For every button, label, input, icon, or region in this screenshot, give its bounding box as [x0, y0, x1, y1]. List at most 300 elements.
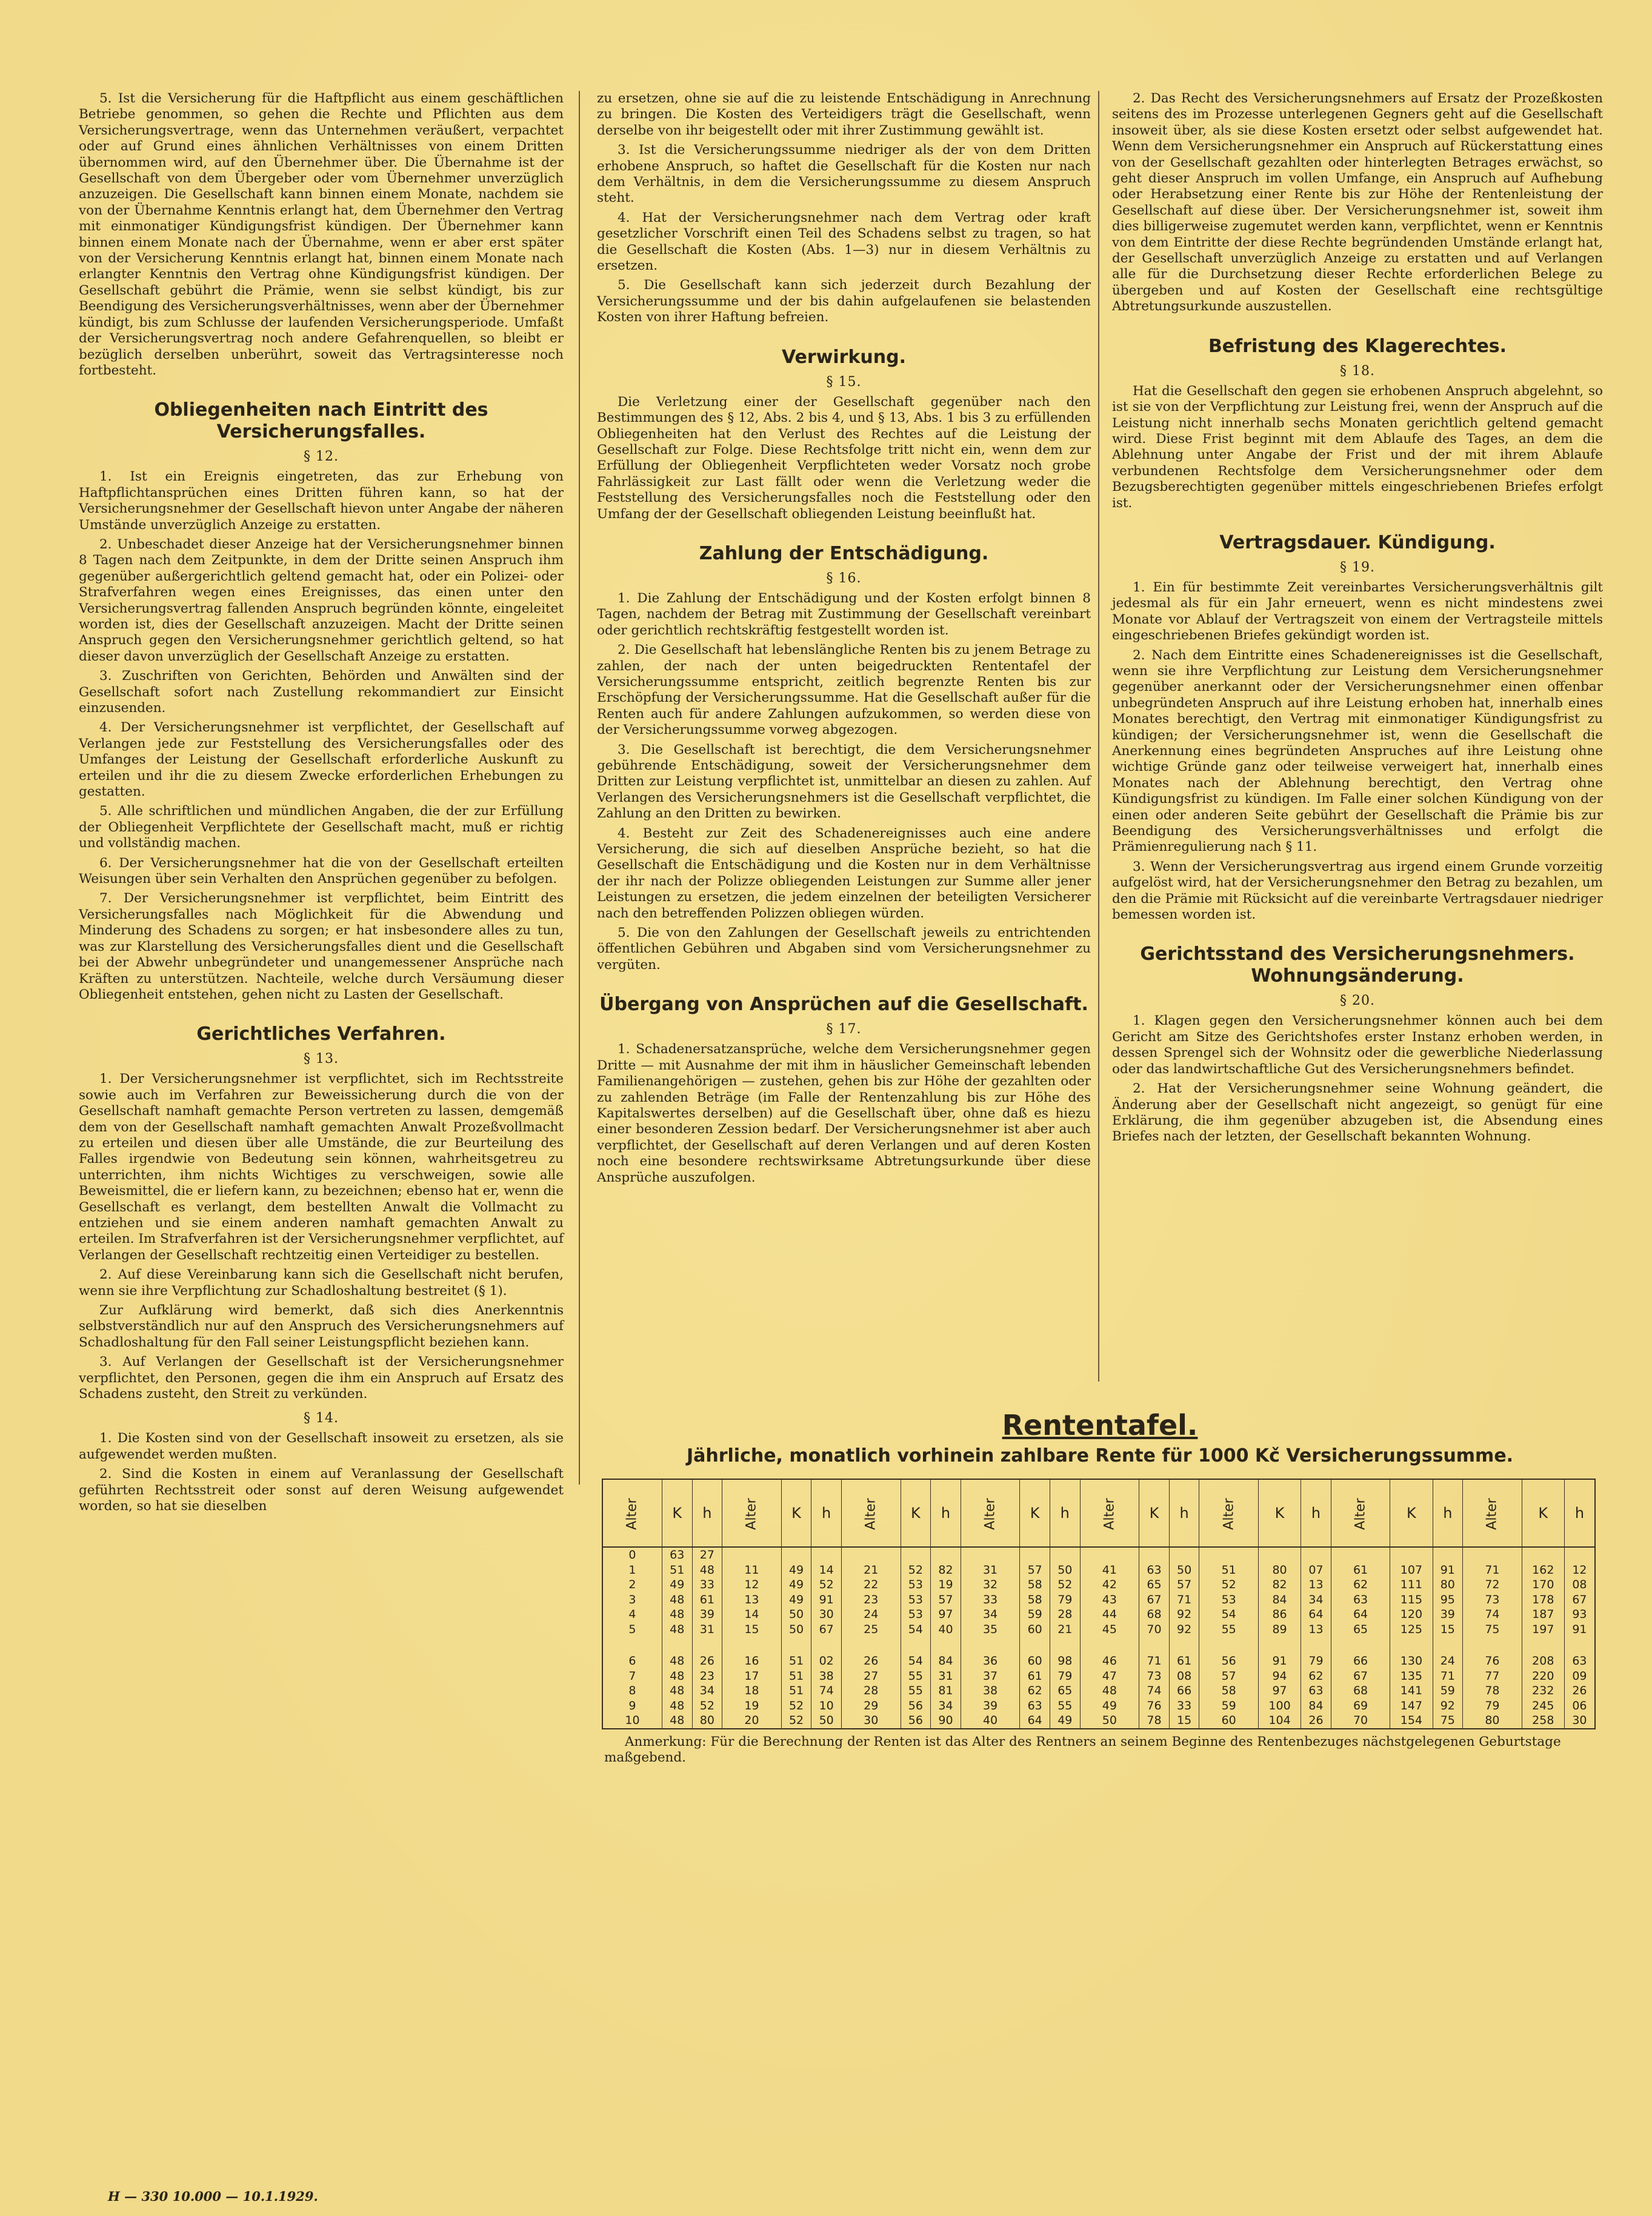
table-cell: 82	[1258, 1577, 1301, 1592]
table-cell: 3	[602, 1592, 662, 1608]
table-cell	[961, 1547, 1020, 1563]
table-cell: 65	[1139, 1577, 1170, 1592]
table-cell: 92	[1169, 1622, 1199, 1637]
header-alter	[722, 1479, 782, 1547]
table-cell: 65	[1331, 1622, 1390, 1637]
header-alter-label: Alter	[982, 1498, 998, 1530]
table-row	[602, 1683, 1595, 1699]
column-divider	[1098, 91, 1099, 1382]
table-cell: 52	[811, 1577, 842, 1592]
table-cell: 67	[1331, 1669, 1390, 1684]
paragraph: 4. Der Versicherungsnehmer ist verpflichtet, der Gesellschaft auf Verlangen jede zur Feststellung des Versicherungsfalles oder des Umfanges der Leistung der Gesellschaft erforderliche Auskunft zu erteilen und ihr die zu diesem Zwecke erforderlichen Erhebungen zu gestatten.	[79, 720, 564, 800]
table-cell	[1433, 1637, 1463, 1654]
table-cell: 51	[781, 1683, 811, 1699]
table-cell: 35	[961, 1622, 1020, 1637]
table-cell: 72	[1463, 1577, 1522, 1592]
table-cell: 49	[781, 1592, 811, 1608]
table-cell	[1020, 1547, 1050, 1563]
section-number: § 13.	[304, 1051, 339, 1067]
table-cell: 66	[1169, 1683, 1199, 1699]
table-cell: 90	[931, 1713, 961, 1729]
table-cell: 40	[961, 1713, 1020, 1729]
table-cell: 57	[1169, 1577, 1199, 1592]
table-cell: 26	[1301, 1713, 1331, 1729]
paragraph: 2. Das Recht des Versicherungsnehmers auf Ersatz der Prozeßkosten seitens des im Prozesse unterlegenen Gegners geht auf die Gesellschaft insoweit über, als sie diese Kosten ersetzt oder selbst aufgewendet hat. Wenn dem Versicherungsnehmer ein Anspruch auf Rückerstattung eines von der Gesellschaft gezahlten oder hinterlegten Betrages erwächst, so geht dieser Anspruch im vollen Umfange, ein Anspruch auf Aufhebung oder Herabsetzung einer Rente bis zur Höhe der Rentenleistung der Gesellschaft auf diese über. Der Versicherungsnehmer ist, soweit ihm dies billigerweise zugemutet werden kann, verpflichtet, wenn er Kenntnis von dem Eintritte der diese Rechte begründenden Umstände erlangt hat, der Gesellschaft unverzüglich Anzeige zu erstatten und auf Verlangen alle für die Durchsetzung dieser Rechte erforderlichen Belege zu übergeben und auf Kosten der Gesellschaft eine rechtsgültige Abtretungsurkunde auszustellen.	[1112, 91, 1603, 314]
table-cell: 51	[781, 1669, 811, 1684]
paragraph: 3. Auf Verlangen der Gesellschaft ist der Versicherungsnehmer verpflichtet, den Personen, gegen die ihm ein Anspruch auf Ersatz des Schadens zusteht, den Streit zu verkünden.	[79, 1354, 564, 1402]
table-cell	[1564, 1547, 1595, 1563]
table-cell	[1199, 1637, 1259, 1654]
table-cell	[1390, 1637, 1433, 1654]
table-cell	[931, 1547, 961, 1563]
table-cell: 27	[692, 1547, 722, 1563]
table-cell: 95	[1433, 1592, 1463, 1608]
table-cell: 39	[692, 1607, 722, 1622]
table-cell	[1050, 1547, 1080, 1563]
table-cell: 18	[722, 1683, 782, 1699]
table-cell	[901, 1547, 931, 1563]
table-cell: 25	[841, 1622, 901, 1637]
table-cell: 2	[602, 1577, 662, 1592]
table-cell: 58	[1199, 1683, 1259, 1699]
table-cell: 56	[901, 1699, 931, 1714]
table-cell: 97	[1258, 1683, 1301, 1699]
column-divider	[579, 91, 580, 1485]
table-cell: 51	[1199, 1563, 1259, 1578]
table-cell: 30	[841, 1713, 901, 1729]
table-cell	[722, 1637, 782, 1654]
header-alter	[1331, 1479, 1390, 1547]
table-cell: 38	[811, 1669, 842, 1684]
paragraph: 3. Wenn der Versicherungsvertrag aus irgend einem Grunde vorzeitig aufgelöst wird, hat der Versicherungsnehmer den Betrag zu bezahlen, um den die Prämie mit Rücksicht auf die vereinbarte Vertragsdauer niedriger bemessen worden ist.	[1112, 859, 1603, 923]
table-cell: 14	[722, 1607, 782, 1622]
table-cell: 34	[961, 1607, 1020, 1622]
table-cell: 52	[781, 1713, 811, 1729]
section-heading: Befristung des Klagerechtes.	[1208, 335, 1507, 357]
table-cell: 104	[1258, 1713, 1301, 1729]
paragraph: 1. Der Versicherungsnehmer ist verpflichtet, sich im Rechtsstreite sowie auch im Verfahren zur Beweissicherung durch die von der Gesellschaft namhaft gemachte Person vertreten zu lassen, demgemäß dem von der Gesellschaft namhaft gemachten Anwalt Prozeßvollmacht zu erteilen und diesen über alle Umstände, die zur Beurteilung des Falles irgendwie von Bedeutung sein können, wahrheitsgetreu zu unterrichten, ihm nichts Wichtiges zu verschweigen, sowie alle Beweismittel, die er liefern kann, zu bezeichnen; ebenso hat er, wenn die Gesellschaft es verlangt, dem bestellten Anwalt die Vollmacht zu entziehen und sie einem anderen namhaft gemachten Anwalt zu erteilen. Im Strafverfahren ist der Versicherungsnehmer verpflichtet, auf Verlangen der Gesellschaft rechtzeitig einen Verteidiger zu bestellen.	[79, 1071, 564, 1263]
table-cell: 135	[1390, 1669, 1433, 1684]
table-cell: 62	[1301, 1669, 1331, 1684]
table-cell: 67	[1139, 1592, 1170, 1608]
table-cell: 92	[1169, 1607, 1199, 1622]
table-cell	[1050, 1637, 1080, 1654]
table-cell: 50	[1169, 1563, 1199, 1578]
table-row	[602, 1669, 1595, 1684]
table-cell: 68	[1139, 1607, 1170, 1622]
table-cell: 51	[662, 1563, 692, 1578]
table-cell: 73	[1463, 1592, 1522, 1608]
table-cell: 31	[961, 1563, 1020, 1578]
table-cell	[1390, 1547, 1433, 1563]
section-number: § 14.	[304, 1411, 339, 1426]
column-middle	[597, 91, 1091, 1190]
table-cell: 50	[781, 1607, 811, 1622]
table-row	[602, 1654, 1595, 1669]
table-spacer-row	[602, 1637, 1595, 1654]
table-cell: 258	[1522, 1713, 1564, 1729]
section-heading: Vertragsdauer. Kündigung.	[1219, 531, 1496, 553]
table-cell: 232	[1522, 1683, 1564, 1699]
table-cell	[841, 1637, 901, 1654]
table-row	[602, 1563, 1595, 1578]
table-cell: 1	[602, 1563, 662, 1578]
table-cell: 63	[1301, 1683, 1331, 1699]
table-cell: 64	[1301, 1607, 1331, 1622]
table-cell: 67	[1564, 1592, 1595, 1608]
header-k: K	[1390, 1479, 1433, 1547]
table-cell: 197	[1522, 1622, 1564, 1637]
table-cell: 19	[931, 1577, 961, 1592]
print-imprint: H — 330 10.000 — 10.1.1929.	[108, 2189, 318, 2204]
table-cell	[692, 1637, 722, 1654]
table-cell: 48	[662, 1669, 692, 1684]
table-cell: 02	[811, 1654, 842, 1669]
table-cell: 53	[901, 1577, 931, 1592]
table-cell: 61	[692, 1592, 722, 1608]
table-cell: 63	[1331, 1592, 1390, 1608]
table-cell: 36	[961, 1654, 1020, 1669]
paragraph: 1. Die Zahlung der Entschädigung und der Kosten erfolgt binnen 8 Tagen, nachdem der Betrag mit Zustimmung der Gesellschaft vereinbart oder gerichtlich rechtskräftig festgestellt worden ist.	[597, 590, 1091, 638]
table-cell: 86	[1258, 1607, 1301, 1622]
table-cell: 13	[722, 1592, 782, 1608]
table-cell: 58	[1020, 1577, 1050, 1592]
header-h: h	[1564, 1479, 1595, 1547]
table-cell: 10	[811, 1699, 842, 1714]
section-heading: Gerichtsstand des Versicherungsnehmers. Wohnungsänderung.	[1140, 943, 1575, 987]
table-cell: 75	[1433, 1713, 1463, 1729]
table-cell: 39	[961, 1699, 1020, 1714]
table-cell	[1139, 1547, 1170, 1563]
table-row	[602, 1607, 1595, 1622]
paragraph: 2. Die Gesellschaft hat lebenslängliche Renten bis zu jenem Betrage zu zahlen, der nach der unten beigedruckten Rententafel der Versicherungssumme entspricht, zeitlich begrenzte Renten bis zur Erschöpfung der Versicherungssumme. Hat die Gesellschaft außer für die Renten auch für andere Zahlungen aufzukommen, so werden diese von der Versicherungssumme vorweg abgezogen.	[597, 642, 1091, 738]
table-cell: 40	[931, 1622, 961, 1637]
header-k: K	[1020, 1479, 1050, 1547]
table-cell: 67	[811, 1622, 842, 1637]
table-cell: 33	[692, 1577, 722, 1592]
header-alter	[1080, 1479, 1139, 1547]
table-cell: 58	[1020, 1592, 1050, 1608]
table-cell: 30	[1564, 1713, 1595, 1729]
table-cell: 115	[1390, 1592, 1433, 1608]
table-cell: 220	[1522, 1669, 1564, 1684]
table-cell: 187	[1522, 1607, 1564, 1622]
table-cell: 63	[662, 1547, 692, 1563]
table-cell: 70	[1139, 1622, 1170, 1637]
table-cell: 91	[1564, 1622, 1595, 1637]
paragraph: Die Verletzung einer der Gesellschaft gegenüber nach den Bestimmungen des § 12, Abs. 2 bis 4, und § 13, Abs. 1 bis 3 zu erfüllenden Obliegenheiten hat den Verlust des Rechtes auf die Leistung der Gesellschaft zur Folge. Diese Rechtsfolge tritt nicht ein, wenn dem zur Erfüllung der Obliegenheit Verpflichteten weder Vorsatz noch grobe Fahrlässigkeit zur Last fällt oder wenn die Verletzung weder die Feststellung des Versicherungsfalles noch die Feststellung oder den Umfang der der Gesellschaft obliegenden Leistung beeinflußt hat.	[597, 394, 1091, 522]
table-cell: 80	[1258, 1563, 1301, 1578]
table-cell: 47	[1080, 1669, 1139, 1684]
table-cell: 49	[781, 1563, 811, 1578]
table-cell: 93	[1564, 1607, 1595, 1622]
table-cell: 39	[1433, 1607, 1463, 1622]
table-cell: 52	[901, 1563, 931, 1578]
header-h: h	[931, 1479, 961, 1547]
header-h: h	[1169, 1479, 1199, 1547]
table-cell: 8	[602, 1683, 662, 1699]
table-cell: 56	[1199, 1654, 1259, 1669]
table-cell: 28	[841, 1683, 901, 1699]
paragraph: 1. Ist ein Ereignis eingetreten, das zur Erhebung von Haftpflichtansprüchen eines Dritten führen kann, so hat der Versicherungsnehmer der Gesellschaft hievon unter Angabe der näheren Umstände unverzüglich Anzeige zu erstatten.	[79, 469, 564, 533]
table-cell: 12	[722, 1577, 782, 1592]
header-alter-label: Alter	[624, 1498, 640, 1530]
paragraph: 3. Die Gesellschaft ist berechtigt, die dem Versicherungsnehmer gebührende Entschädigung, soweit der Versicherungsnehmer dem Dritten zur Leistung verpflichtet ist, unmittelbar an diesen zu zahlen. Auf Verlangen des Versicherungsnehmers ist die Gesellschaft verpflichtet, die Zahlung an den Dritten zu bewirken.	[597, 742, 1091, 822]
table-cell: 178	[1522, 1592, 1564, 1608]
table-cell: 31	[931, 1669, 961, 1684]
table-cell: 79	[1463, 1699, 1522, 1714]
table-cell: 54	[901, 1622, 931, 1637]
table-cell: 11	[722, 1563, 782, 1578]
table-cell: 24	[841, 1607, 901, 1622]
table-cell	[1258, 1637, 1301, 1654]
table-cell: 147	[1390, 1699, 1433, 1714]
paragraph: 2. Sind die Kosten in einem auf Veranlassung der Gesellschaft geführten Rechtsstreit oder sonst auf deren Weisung aufgewendet worden, so hat sie dieselben	[79, 1466, 564, 1514]
table-cell: 76	[1139, 1699, 1170, 1714]
table-cell: 54	[901, 1654, 931, 1669]
header-alter-label: Alter	[1484, 1498, 1500, 1530]
header-k: K	[662, 1479, 692, 1547]
table-cell: 77	[1463, 1669, 1522, 1684]
table-cell: 4	[602, 1607, 662, 1622]
table-cell: 52	[1199, 1577, 1259, 1592]
table-cell: 60	[1199, 1713, 1259, 1729]
header-alter-label: Alter	[1102, 1498, 1117, 1530]
header-k: K	[901, 1479, 931, 1547]
section-number: § 16.	[826, 570, 862, 586]
header-alter-label: Alter	[863, 1498, 879, 1530]
table-cell	[1169, 1637, 1199, 1654]
table-cell: 20	[722, 1713, 782, 1729]
table-cell: 125	[1390, 1622, 1433, 1637]
table-cell: 84	[1301, 1699, 1331, 1714]
column-left	[79, 91, 564, 1518]
table-cell: 42	[1080, 1577, 1139, 1592]
table-cell: 23	[841, 1592, 901, 1608]
table-cell	[1331, 1547, 1390, 1563]
section-heading: Gerichtliches Verfahren.	[196, 1023, 446, 1045]
table-cell: 82	[931, 1563, 961, 1578]
table-cell: 19	[722, 1699, 782, 1714]
table-cell	[961, 1637, 1020, 1654]
table-row	[602, 1622, 1595, 1637]
header-h: h	[692, 1479, 722, 1547]
table-row	[602, 1592, 1595, 1608]
table-cell: 48	[662, 1622, 692, 1637]
table-cell: 10	[602, 1713, 662, 1729]
table-cell	[901, 1637, 931, 1654]
table-cell: 52	[1050, 1577, 1080, 1592]
table-cell: 48	[662, 1683, 692, 1699]
table-cell: 71	[1169, 1592, 1199, 1608]
table-cell: 50	[811, 1713, 842, 1729]
table-cell: 48	[662, 1592, 692, 1608]
table-cell: 62	[1020, 1683, 1050, 1699]
paragraph: 1. Ein für bestimmte Zeit vereinbartes Versicherungsverhältnis gilt jedesmal als für ein Jahr erneuert, wenn es nicht mindestens zwei Monate vor Ablauf der Vertragszeit von einem der Vertragsteile mittels eingeschriebenen Briefes gekündigt worden ist.	[1112, 579, 1603, 644]
table-cell: 08	[1169, 1669, 1199, 1684]
section-heading: Obliegenheiten nach Eintritt des Versicherungsfalles.	[154, 399, 488, 443]
section-number: § 15.	[826, 374, 862, 390]
table-cell: 34	[692, 1683, 722, 1699]
table-cell: 41	[1080, 1563, 1139, 1578]
table-cell: 60	[1020, 1622, 1050, 1637]
table-cell: 107	[1390, 1563, 1433, 1578]
rententafel-title: Rententafel.	[1002, 1409, 1198, 1442]
section-heading: Zahlung der Entschädigung.	[699, 542, 989, 564]
header-h: h	[1433, 1479, 1463, 1547]
table-cell: 52	[781, 1699, 811, 1714]
header-alter	[602, 1479, 662, 1547]
table-cell: 49	[1050, 1713, 1080, 1729]
table-cell: 63	[1020, 1699, 1050, 1714]
table-cell: 15	[722, 1622, 782, 1637]
table-cell: 80	[692, 1713, 722, 1729]
table-cell: 64	[1331, 1607, 1390, 1622]
table-cell: 245	[1522, 1699, 1564, 1714]
table-cell: 51	[781, 1654, 811, 1669]
section-number: § 12.	[304, 449, 339, 465]
header-h: h	[1301, 1479, 1331, 1547]
table-cell: 52	[692, 1699, 722, 1714]
paragraph: 5. Die von den Zahlungen der Gesellschaft jeweils zu entrichtenden öffentlichen Gebühren und Abgaben sind vom Versicherungsnehmer zu vergüten.	[597, 925, 1091, 973]
header-alter-label: Alter	[744, 1498, 759, 1530]
table-cell: 48	[662, 1713, 692, 1729]
table-cell	[931, 1637, 961, 1654]
table-cell	[1258, 1547, 1301, 1563]
table-cell: 06	[1564, 1699, 1595, 1714]
table-cell	[811, 1637, 842, 1654]
table-cell: 64	[1020, 1713, 1050, 1729]
table-cell: 59	[1433, 1683, 1463, 1699]
table-cell: 55	[1199, 1622, 1259, 1637]
table-cell: 53	[1199, 1592, 1259, 1608]
table-cell: 48	[662, 1607, 692, 1622]
table-cell: 59	[1199, 1699, 1259, 1714]
table-cell: 15	[1169, 1713, 1199, 1729]
table-cell	[1301, 1637, 1331, 1654]
header-alter-label: Alter	[1353, 1498, 1368, 1530]
table-cell: 07	[1301, 1563, 1331, 1578]
column-right	[1112, 91, 1603, 1149]
table-cell	[1463, 1547, 1522, 1563]
table-cell: 45	[1080, 1622, 1139, 1637]
table-cell	[1139, 1637, 1170, 1654]
header-alter	[961, 1479, 1020, 1547]
table-cell: 48	[662, 1699, 692, 1714]
paragraph: zu ersetzen, ohne sie auf die zu leistende Entschädigung in Anrechnung zu bringen. Die Kosten des Verteidigers trägt die Gesellschaft, wenn derselbe von ihr beigestellt oder mit ihrer Zustimmung gewählt ist.	[597, 91, 1091, 138]
table-cell: 26	[841, 1654, 901, 1669]
table-cell: 13	[1301, 1577, 1331, 1592]
table-cell: 91	[811, 1592, 842, 1608]
paragraph: 4. Besteht zur Zeit des Schadenereignisses auch eine andere Versicherung, die sich auf dieselben Ansprüche bezieht, so hat die Gesellschaft die Entschädigung und die Kosten nur in dem Verhältnisse der ihr nach der Polizze obliegenden Leistungen zur Summe aller jener Leistungen zu ersetzen, die jedem einzelnen der beteiligten Versicherer nach den betreffenden Polizzen obliegen würden.	[597, 825, 1091, 921]
paragraph: 5. Ist die Versicherung für die Haftpflicht aus einem geschäftlichen Betriebe genommen, so gehen die Rechte und Pflichten aus dem Versicherungsvertrage, wenn das Unternehmen veräußert, verpachtet oder auf Grund eines ähnlichen Verhältnisses von einem Dritten übernommen wird, auf den Übernehmer über. Die Übernahme ist der Gesellschaft von dem Übergeber oder vom Übernehmer unverzüglich anzuzeigen. Die Gesellschaft kann binnen einem Monate, nachdem sie von der Übernahme Kenntnis erlangt hat, dem Übernehmer den Vertrag mit einmonatiger Kündigungsfrist kündigen. Der Übernehmer kann binnen einem Monate nach der Übernahme, wenn er aber erst später von der Versicherung Kenntnis erlangt hat, binnen einem Monate nach erlangter Kenntnis den Vertrag ohne Kündigungsfrist kündigen. Der Gesellschaft gebührt die Prämie, wenn sie selbst kündigt, bis zur Beendigung des Versicherungsverhältnisses, wenn aber der Übernehmer kündigt, bis zum Schlusse der laufenden Versicherungsperiode. Umfaßt der Versicherungsvertrag noch andere Gefahrenquellen, so bleibt er bezüglich derselben unberührt, soweit das Vertragsinteresse noch fortbesteht.	[79, 91, 564, 378]
paragraph: 7. Der Versicherungsnehmer ist verpflichtet, beim Eintritt des Versicherungsfalles nach Möglichkeit für die Abwendung und Minderung des Schadens zu sorgen; er hat insbesondere alles zu tun, was zur Klarstellung des Versicherungsfalles dient und die Gesellschaft bei der Abwehr unbegründeter und unangemessener Ansprüche nach Kräften zu unterstützen. Nachteile, welche durch Versäumung dieser Obliegenheit entstehen, gehen nicht zu Lasten der Gesellschaft.	[79, 891, 564, 1002]
table-cell	[1199, 1547, 1259, 1563]
table-cell: 84	[1258, 1592, 1301, 1608]
table-cell: 74	[811, 1683, 842, 1699]
section-number: § 20.	[1340, 993, 1375, 1009]
paragraph: 5. Alle schriftlichen und mündlichen Angaben, die der zur Erfüllung der Obliegenheit Verpflichtete der Gesellschaft macht, muß er richtig und vollständig machen.	[79, 804, 564, 851]
table-cell	[1080, 1547, 1139, 1563]
table-cell: 5	[602, 1622, 662, 1637]
table-cell: 48	[662, 1654, 692, 1669]
table-cell: 78	[1463, 1683, 1522, 1699]
table-cell: 55	[901, 1669, 931, 1684]
table-cell: 9	[602, 1699, 662, 1714]
table-cell: 63	[1564, 1654, 1595, 1669]
rententafel-subtitle: Jährliche, monatlich vorhinein zahlbare Rente für 1000 Kč Versicherungssumme.	[686, 1445, 1514, 1466]
table-cell: 98	[1050, 1654, 1080, 1669]
table-cell: 73	[1139, 1669, 1170, 1684]
table-cell: 14	[811, 1563, 842, 1578]
table-row	[602, 1699, 1595, 1714]
table-cell: 84	[931, 1654, 961, 1669]
table-cell: 08	[1564, 1577, 1595, 1592]
table-cell: 55	[1050, 1699, 1080, 1714]
table-cell: 50	[781, 1622, 811, 1637]
table-cell: 54	[1199, 1607, 1259, 1622]
paragraph: 6. Der Versicherungsnehmer hat die von der Gesellschaft erteilten Weisungen über sein Verhalten den Ansprüchen gegenüber zu befolgen.	[79, 855, 564, 887]
table-cell: 6	[602, 1654, 662, 1669]
table-cell	[602, 1637, 662, 1654]
table-cell: 71	[1463, 1563, 1522, 1578]
table-cell: 63	[1139, 1563, 1170, 1578]
table-cell: 50	[1080, 1713, 1139, 1729]
table-cell: 66	[1331, 1654, 1390, 1669]
table-cell: 62	[1331, 1577, 1390, 1592]
table-cell: 28	[1050, 1607, 1080, 1622]
table-cell: 111	[1390, 1577, 1433, 1592]
table-cell: 26	[1564, 1683, 1595, 1699]
table-cell: 79	[1050, 1669, 1080, 1684]
table-cell: 78	[1139, 1713, 1170, 1729]
table-cell: 27	[841, 1669, 901, 1684]
table-cell	[1564, 1637, 1595, 1654]
table-cell: 48	[692, 1563, 722, 1578]
table-row	[602, 1577, 1595, 1592]
table-cell: 21	[841, 1563, 901, 1578]
table-cell: 141	[1390, 1683, 1433, 1699]
table-cell: 154	[1390, 1713, 1433, 1729]
table-cell	[1020, 1637, 1050, 1654]
table-cell: 49	[781, 1577, 811, 1592]
table-cell: 57	[1199, 1669, 1259, 1684]
table-cell: 59	[1020, 1607, 1050, 1622]
rententafel	[597, 1409, 1603, 1766]
table-cell: 79	[1301, 1654, 1331, 1669]
table-cell: 53	[901, 1592, 931, 1608]
paragraph: 1. Schadenersatzansprüche, welche dem Versicherungsnehmer gegen Dritte — mit Ausnahme der mit ihm in häuslicher Gemeinschaft lebenden Familienangehörigen — zustehen, gehen bis zur Höhe der gezahlten oder zu zahlenden Beträge (im Falle der Rentenzahlung bis zur Höhe des Kapitalswertes derselben) auf die Gesellschaft über, ohne daß es hiezu einer besonderen Zession bedarf. Der Versicherungsnehmer ist aber auch verpflichtet, der Gesellschaft auf deren Verlangen und auf deren Kosten noch eine besondere rechtswirksame Abtretungsurkunde über diese Ansprüche auszufolgen.	[597, 1042, 1091, 1185]
table-cell	[841, 1547, 901, 1563]
table-cell	[1169, 1547, 1199, 1563]
table-cell: 34	[931, 1699, 961, 1714]
table-row	[602, 1713, 1595, 1729]
table-cell	[1522, 1637, 1564, 1654]
table-cell: 44	[1080, 1607, 1139, 1622]
table-cell	[1080, 1637, 1139, 1654]
table-cell: 26	[692, 1654, 722, 1669]
paragraph: 4. Hat der Versicherungsnehmer nach dem Vertrag oder kraft gesetzlicher Vorschrift einen Teil des Schadens selbst zu tragen, so hat die Gesellschaft die Kosten (Abs. 1—3) nur in diesem Verhältnis zu ersetzen.	[597, 210, 1091, 274]
table-cell: 97	[931, 1607, 961, 1622]
table-cell: 12	[1564, 1563, 1595, 1578]
table-cell: 74	[1463, 1607, 1522, 1622]
table-cell: 49	[662, 1577, 692, 1592]
table-cell: 30	[811, 1607, 842, 1622]
table-header-row	[602, 1479, 1595, 1547]
table-cell: 48	[1080, 1683, 1139, 1699]
table-cell	[781, 1637, 811, 1654]
table-cell	[722, 1547, 782, 1563]
